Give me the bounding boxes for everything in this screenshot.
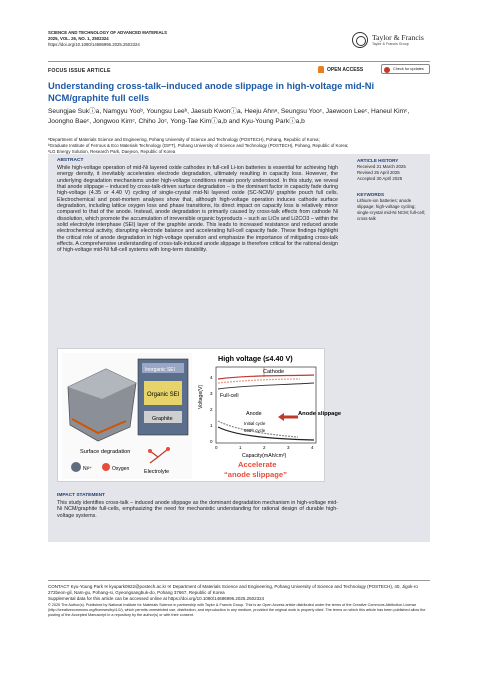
keywords-heading: KEYWORDS bbox=[357, 192, 385, 197]
inorganic-sei-label: Inorganic SEI bbox=[145, 367, 176, 373]
author-list: Seungjae Sukⓘa, Namgyu Yooᵇ, Youngsu Leeᵇ, Jaesub Kwonⓘa, Heeju Ahnᵃ, Seungsu Yooᶜ, Jaewoon Leeᶜ, Haneul Kimᶜ, Joongho Baeᶜ, Jongwoo Kimᶜ, Chiho Joᶜ, Yong-Tae Kimⓘa,b and Kyu-Young Parkⓘa,b bbox=[48, 108, 410, 125]
open-access-badge bbox=[318, 66, 363, 73]
contact-line[interactable]: CONTACT Kyu-Young Park ✉ kyupark0922@postech.ac.kr ✉ Department of Materials Science and Engineering, Pohang University of Science and Technology (POSTECH), 40, Jigok-ro 272beon-gil, Nam-gu, Pohang-si, Gyeongsangbuk-do, Pohang 37667, Republic of Korea bbox=[48, 584, 418, 595]
license-text: © 2025 The Author(s). Published by National Institute for Materials Science in partnership with Taylor & Francis Group. This is an Open Access article distributed under the terms of the Creative Commons Attribution License (http://creativecommons.org/licenses/by/4.0/), which permits unrestricted use, distribution, and reproduction in any medium, provided the original work is properly cited. The terms on which this article has been published allow the posting of the Accepted Manuscript in a repository by the author(s) or with their consent. bbox=[48, 603, 426, 617]
contact-block bbox=[48, 584, 430, 602]
anode-slippage-label: Anode slippage bbox=[298, 411, 342, 417]
cycle-600-label: 600ᵗʰ cycle bbox=[244, 428, 266, 433]
cathode-curve-600 bbox=[218, 379, 300, 383]
open-access-lock-icon bbox=[318, 66, 324, 73]
header-divider bbox=[48, 61, 430, 62]
affiliation-c: ᶜLG Energy Solution, Research Park, Daejeon, Republic of Korea bbox=[48, 149, 176, 155]
affiliation-b: ᵇGraduate Institute of Ferrous & Eco Materials Technology (GIFT), Pohang University of Science and Technology (POSTECH), Pohang, Republic of Korea; bbox=[48, 143, 349, 149]
y-tick-0: 0 bbox=[210, 439, 213, 444]
y-tick-3: 3 bbox=[210, 391, 213, 396]
surface-degradation-label: Surface degradation bbox=[80, 449, 131, 455]
accelerate-line2: “anode slippage” bbox=[224, 470, 287, 479]
graphical-abstract-svg bbox=[58, 349, 342, 483]
oxygen-label: Oxygen bbox=[112, 466, 130, 472]
article-title: Understanding cross-talk–induced anode slippage in high-voltage mid-Ni NCM/graphite full cells bbox=[48, 80, 375, 103]
anode-label: Anode bbox=[246, 411, 262, 417]
history-revised: Revised 25 April 2025 bbox=[357, 170, 400, 175]
journal-name: SCIENCE AND TECHNOLOGY OF ADVANCED MATERIALS bbox=[48, 30, 168, 35]
organic-sei-label: Organic SEI bbox=[147, 392, 180, 398]
high-voltage-title: High voltage (≤4.40 V) bbox=[218, 354, 293, 363]
ni-ion-icon bbox=[71, 462, 81, 472]
publisher-name: Taylor & Francis bbox=[372, 32, 424, 42]
y-tick-1: 1 bbox=[210, 423, 213, 428]
full-cell-label: Full-cell bbox=[220, 393, 239, 399]
initial-cycle-label: Initial cycle bbox=[244, 421, 266, 426]
ni-ion-label: Ni²⁺ bbox=[83, 466, 93, 472]
full-cell-curve bbox=[218, 383, 314, 389]
x-tick-3: 3 bbox=[287, 445, 290, 450]
article-history bbox=[357, 158, 427, 182]
x-tick-1: 1 bbox=[239, 445, 242, 450]
x-tick-0: 0 bbox=[215, 445, 218, 450]
electrolyte-label: Electrolyte bbox=[144, 469, 170, 475]
abstract-heading: ABSTRACT bbox=[57, 158, 84, 163]
x-tick-2: 2 bbox=[263, 445, 266, 450]
keywords-text: Lithium-ion batteries; anode slippage; high-voltage cycling; single-crystal mid-Ni NCM; full-cell; cross-talk bbox=[357, 198, 426, 221]
affiliations bbox=[48, 137, 430, 155]
supplemental-line[interactable]: Supplemental data for this article can be accessed online at https://doi.org/10.1080/14686996.2025.2502324 bbox=[48, 596, 265, 601]
publisher-logo-icon bbox=[352, 32, 368, 48]
journal-doi-link[interactable]: https://doi.org/10.1080/14686996.2025.2502324 bbox=[48, 42, 140, 47]
accelerate-line1: Accelerate bbox=[238, 460, 277, 469]
impact-text: This study identifies cross-talk – induced anode slippage as the dominant degradation mechanism in high-voltage mid-Ni NCM/graphite full-cells, emphasizing the need for mechanistic understanding for rational design of durable high-voltage systems. bbox=[57, 500, 338, 519]
section-label: FOCUS ISSUE ARTICLE bbox=[48, 68, 111, 74]
graphite-label: Graphite bbox=[152, 416, 173, 422]
oxygen-icon bbox=[102, 463, 110, 471]
open-access-label: OPEN ACCESS bbox=[327, 66, 364, 73]
cathode-curve-initial bbox=[218, 375, 314, 379]
publisher-logo bbox=[352, 32, 424, 48]
x-axis-label: Capacity(mAh/cm²) bbox=[242, 453, 287, 459]
affiliation-a: ᵃDepartment of Materials Science and Engineering, Pohang University of Science and Technology (POSTECH), Pohang, Republic of Korea; bbox=[48, 137, 320, 142]
impact-heading: IMPACT STATEMENT bbox=[57, 493, 105, 498]
y-tick-4: 4 bbox=[210, 375, 213, 380]
check-updates-button[interactable]: Check for updates bbox=[381, 64, 430, 74]
footer-divider bbox=[48, 580, 430, 581]
publisher-subname: Taylor & Francis Group bbox=[372, 41, 409, 46]
graphical-abstract bbox=[57, 348, 342, 482]
abstract-text: While high-voltage operation of mid-Ni layered oxide cathodes in full-cell Li-ion batteries is essential for achieving high energy density, it inevitably accelerates electrode degradation, ultimately resulting in capacity loss. However, the underlying degradation mechanisms under high-voltage conditions remain poorly understood. In this study, we reveal that anode slippage – induced by cross-talk-driven surface degradation – is the dominant factor in capacity fade during high-voltage (4.35 or 4.40 V) cycling of single-crystal mid-Ni layered oxide (SC-NCM)/ graphite pouch full cells. Electrochemical and post-mortem analyses show that, although high-voltage operation induces cathode surface degradation, including lattice oxygen loss and phase transitions, its direct impact on capacity loss is relatively minor compared to that of the anode. Instead, anode degradation is primarily caused by cross-talk effects from cathode Ni dissolution, which promote the accumulation of irreversible organic byproducts – such as LiOx and Li2CO3 – within the solid electrolyte interphase (SEI) layer of the graphite anode. This leads to increased resistance and reduced anode electrochemical activity, disrupting electrode balance and accelerating full-cell capacity fade. These findings highlight the critical role of anode degradation in high-voltage operation and emphasize the importance of mitigating cross-talk effects. A comprehensive understanding of cross-talk-induced anode slippage is therefore critical for the rational design of high-voltage mid-Ni full-cell systems with long-term durability. bbox=[57, 165, 338, 254]
y-tick-2: 2 bbox=[210, 407, 213, 412]
cathode-label: Cathode bbox=[263, 369, 285, 375]
journal-volume: 2025, VOL. 26, NO. 1, 2502324 bbox=[48, 36, 109, 41]
x-tick-4: 4 bbox=[311, 445, 314, 450]
keywords-block bbox=[357, 192, 427, 222]
anode-slippage-arrow-icon bbox=[278, 413, 298, 421]
y-axis-label: Voltage(V) bbox=[198, 384, 204, 409]
journal-header bbox=[48, 30, 348, 48]
history-received: Received 31 March 2025 bbox=[357, 164, 406, 169]
article-history-heading: ARTICLE HISTORY bbox=[357, 158, 399, 163]
history-accepted: Accepted 30 April 2025 bbox=[357, 176, 403, 181]
